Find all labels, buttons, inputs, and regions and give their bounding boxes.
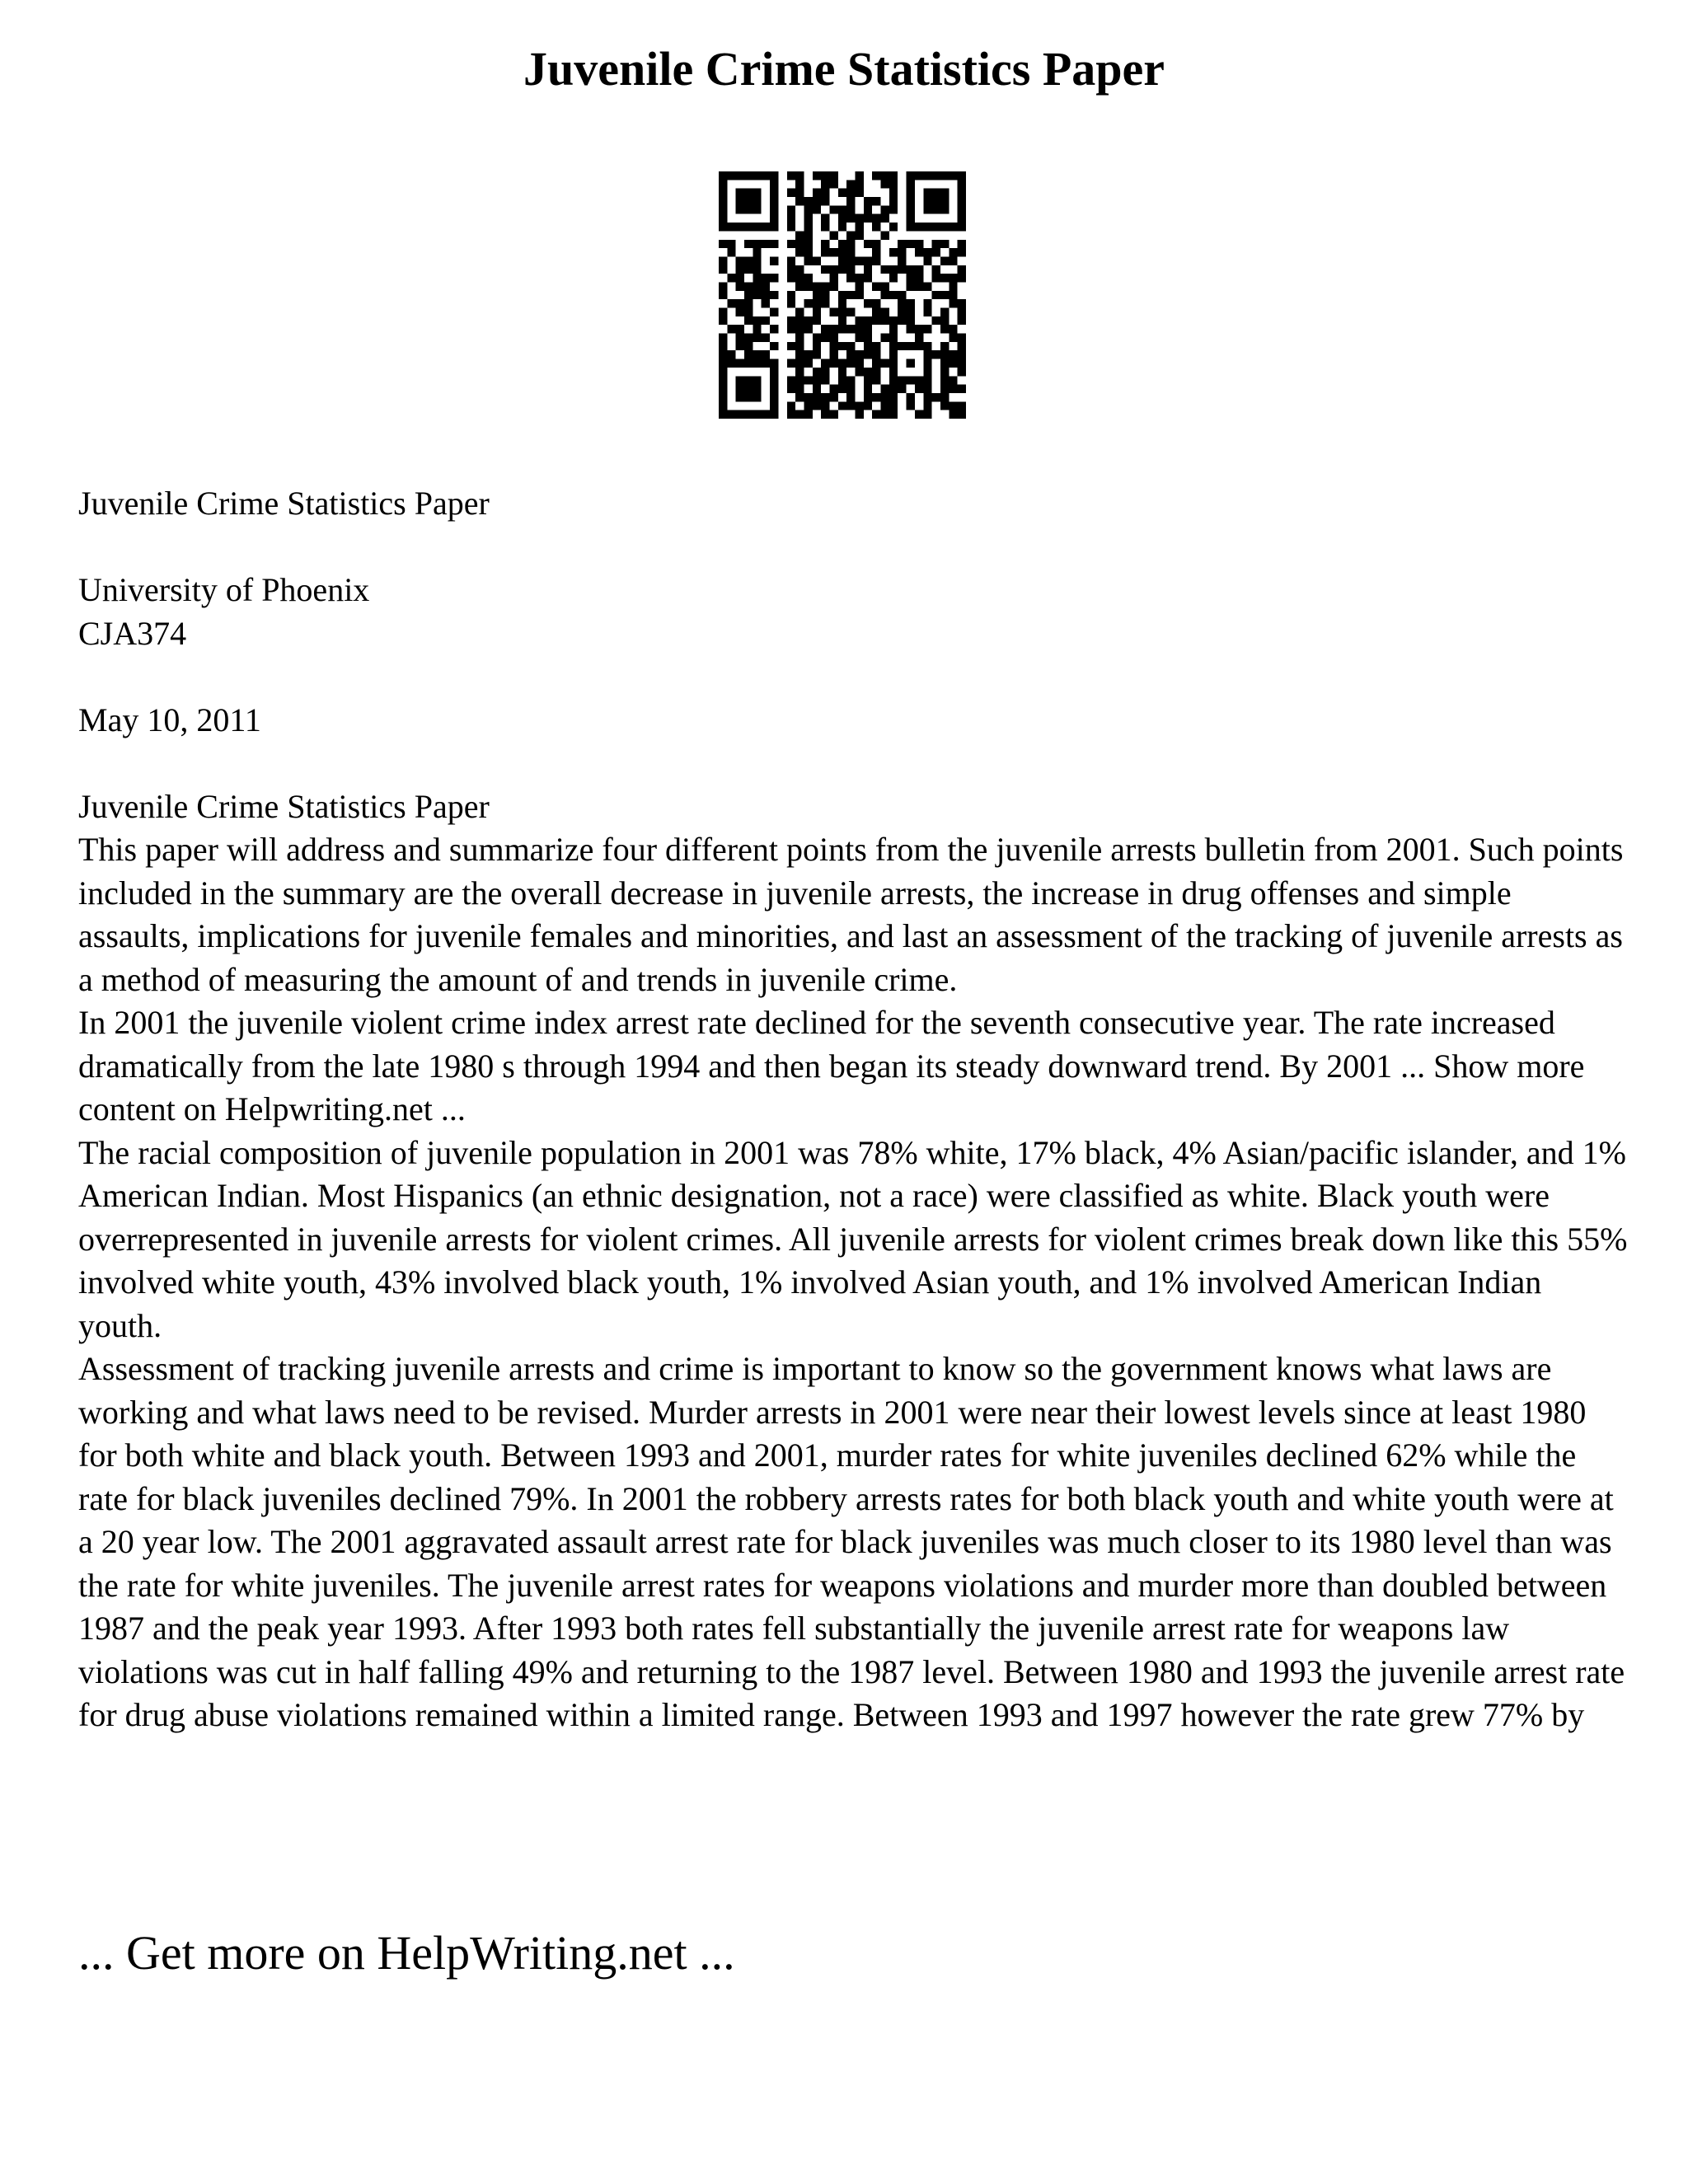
paragraph-assessment: Assessment of tracking juvenile arrests and crime is important to know so the government knows what laws are working and what laws need to be revised. Murder arrests in 2001 were near their lowest levels since at least 1980 for both white and black youth. Between 1993 and 2001, murder rates for white juveniles declined 62% while the rate for black juveniles declined 79%. In 2001 the robbery arrests rates for both black youth and white youth were at a 20 year low. The 2001 aggravated assault arrest rate for black juveniles was much closer to its 1980 level than was the rate for white juveniles. The juvenile arrest rates for weapons violations and murder more than doubled between 1987 and the peak year 1993. After 1993 both rates fell substantially the juvenile arrest rate for weapons law violations was cut in half falling 49% and returning to the 1987 level. Between 1980 and 1993 the juvenile arrest rate for drug abuse violations remained within a limited range. Between 1993 and 1997 however the rate grew 77% by xyxy=(78,1350,1625,1733)
paragraph-intro: This paper will address and summarize four different points from the juvenile arrests bulletin from 2001. Such points included in the summary are the overall decrease in juvenile arrests, the increase in drug offenses and simple assaults, implications for juvenile females and minorities, and last an assessment of the tracking of juvenile arrests as a method of measuring the amount of and trends in juvenile crime. xyxy=(78,831,1624,998)
course-line: CJA374 xyxy=(78,614,187,652)
paragraphs xyxy=(78,828,1628,1737)
date-line: May 10, 2011 xyxy=(78,701,261,738)
section-title-line: Juvenile Crime Statistics Paper xyxy=(78,787,490,825)
document-body xyxy=(78,482,1628,1737)
institution-line: University of Phoenix xyxy=(78,571,370,608)
qr-code xyxy=(719,171,966,419)
paragraph-racial-composition: The racial composition of juvenile population in 2001 was 78% white, 17% black, 4% Asian/pacific islander, and 1% American Indian. Most Hispanics (an ethnic designation, not a race) were classified as white. Black youth were overrepresented in juvenile arrests for violent crimes. All juvenile arrests for violent crimes break down like this 55% involved white youth, 43% involved black youth, 1% involved Asian youth, and 1% involved American Indian youth. xyxy=(78,1133,1628,1344)
paragraph-violent-crime: In 2001 the juvenile violent crime index arrest rate declined for the seventh consecutive year. The rate increased dramatically from the late 1980 s through 1994 and then began its steady downward trend. By 2001 ... Show more content on Helpwriting.net ... xyxy=(78,1004,1585,1127)
get-more-link[interactable]: ... Get more on HelpWriting.net ... xyxy=(78,1926,735,1980)
paper-title-line: Juvenile Crime Statistics Paper xyxy=(78,485,490,522)
qr-code-image xyxy=(719,171,966,419)
document-title: Juvenile Crime Statistics Paper xyxy=(523,42,1165,96)
